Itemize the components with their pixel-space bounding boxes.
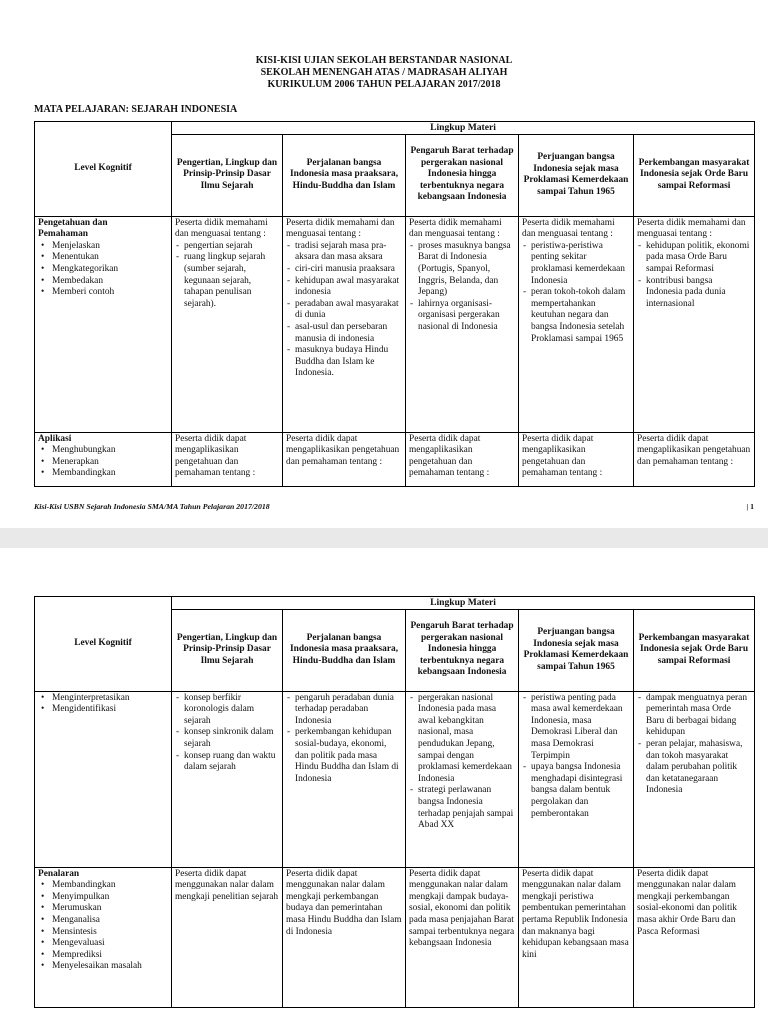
table-row bbox=[35, 691, 755, 867]
list-item: • Memberi contoh bbox=[52, 287, 168, 299]
list-item: - peristiwa penting pada masa awal kemerdekaan Indonesia, masa Demokrasi Liberal dan masa Demokrasi Terpimpin bbox=[531, 693, 630, 763]
dash-list bbox=[175, 693, 279, 774]
content-cell bbox=[634, 216, 755, 432]
subject-title: MATA PELAJARAN: SEJARAH INDONESIA bbox=[34, 104, 238, 115]
dash-list bbox=[637, 693, 751, 797]
cell-intro: Peserta didik memahami dan menguasai tentang : bbox=[522, 217, 615, 240]
list-item: - lahirnya organisasi-organisasi pergerakan nasional di Indonesia bbox=[418, 299, 515, 334]
content-cell: Peserta didik dapat mengaplikasikan pengetahuan dan pemahaman tentang : bbox=[283, 432, 406, 486]
content-cell: Peserta didik dapat mengaplikasikan pengetahuan dan pemahaman tentang : bbox=[634, 432, 755, 486]
dash-list bbox=[409, 241, 515, 334]
table-row bbox=[35, 216, 755, 432]
level-title: Pemahaman bbox=[38, 229, 88, 240]
content-cell: Peserta didik dapat menggunakan nalar dalam mengkaji penelitian sejarah bbox=[172, 867, 283, 1007]
table-row bbox=[35, 867, 755, 1007]
list-item: - strategi perlawanan bangsa Indonesia terhadap penjajah sampai Abad XX bbox=[418, 785, 515, 831]
header-col-4: Perjuangan bangsa Indonesia sejak masa Proklamasi Kemerdekaan sampai Tahun 1965 bbox=[519, 134, 634, 216]
content-cell bbox=[172, 691, 283, 867]
list-item: - peristiwa-peristiwa penting sekitar proklamasi kemerdekaan Indonesia bbox=[531, 241, 630, 287]
list-item: • Mengevaluasi bbox=[52, 938, 168, 950]
page-footer bbox=[34, 502, 754, 511]
list-item: • Menginterpretasikan bbox=[52, 693, 168, 705]
header-line-1: KISI-KISI UJIAN SEKOLAH BERSTANDAR NASIONAL bbox=[255, 55, 513, 66]
list-item: - pergerakan nasional Indonesia pada masa awal kebangkitan nasional, masa pendudukan Jepang, sampai dengan proklamasi kemerdekaan Indonesia bbox=[418, 693, 515, 786]
content-cell: Peserta didik dapat menggunakan nalar dalam mengkaji peristiwa pembentukan pemerintahan pertama Republik Indonesia dan maknanya bagi kehidupan kebangsaan masa kini bbox=[519, 867, 634, 1007]
list-item: - upaya bangsa Indonesia menghadapi disintegrasi bangsa dalam bentuk pergolakan dan pemberontakan bbox=[531, 762, 630, 820]
list-item: - proses masuknya bangsa Barat di Indonesia (Portugis, Spanyol, Inggris, Belanda, dan Jepang) bbox=[418, 241, 515, 299]
level-cell bbox=[35, 216, 172, 432]
list-item: - peran pelajar, mahasiswa, dan tokoh masyarakat dalam perubahan politik dan ketatanegaraan Indonesia bbox=[646, 739, 751, 797]
list-item: • Menerapkan bbox=[52, 457, 168, 469]
header-col-1: Pengertian, Lingkup dan Prinsip-Prinsip Dasar Ilmu Sejarah bbox=[172, 609, 283, 691]
list-item: • Menghubungkan bbox=[52, 445, 168, 457]
list-item: - peradaban awal masyarakat di dunia bbox=[295, 299, 402, 322]
content-cell bbox=[406, 216, 519, 432]
content-cell: Peserta didik dapat mengaplikasikan pengetahuan dan pemahaman tentang : bbox=[172, 432, 283, 486]
content-cell: Peserta didik dapat mengaplikasikan pengetahuan dan pemahaman tentang : bbox=[406, 432, 519, 486]
list-item: • Membandingkan bbox=[52, 880, 168, 892]
content-cell bbox=[283, 216, 406, 432]
level-cell bbox=[35, 867, 172, 1007]
header-line-3: KURIKULUM 2006 TAHUN PELAJARAN 2017/2018 bbox=[267, 79, 501, 90]
level-bullets bbox=[38, 241, 168, 299]
content-cell: Peserta didik dapat menggunakan nalar dalam mengkaji perkembangan budaya dan pemerintahan masa Hindu Buddha dan Islam di Indonesia bbox=[283, 867, 406, 1007]
list-item: - konsep ruang dan waktu dalam sejarah bbox=[184, 751, 279, 774]
list-item: - kehidupan awal masyarakat indonesia bbox=[295, 276, 402, 299]
list-item: - konsep sinkronik dalam sejarah bbox=[184, 727, 279, 750]
level-bullets bbox=[38, 445, 168, 480]
header-col-2: Perjalanan bangsa Indonesia masa praaksara, Hindu-Buddha dan Islam bbox=[283, 609, 406, 691]
header-col-5: Perkembangan masyarakat Indonesia sejak Orde Baru sampai Reformasi bbox=[634, 609, 755, 691]
list-item: - kontribusi bangsa Indonesia pada dunia internasional bbox=[646, 276, 751, 311]
list-item: • Mengidentifikasi bbox=[52, 704, 168, 716]
list-item: • Membandingkan bbox=[52, 468, 168, 480]
list-item: • Memprediksi bbox=[52, 950, 168, 962]
list-item: • Menganalisa bbox=[52, 915, 168, 927]
header-col-3: Pengaruh Barat terhadap pergerakan nasional Indonesia hingga terbentuknya negara kebangsaan Indonesia bbox=[406, 609, 519, 691]
dash-list bbox=[286, 693, 402, 786]
list-item: - pengaruh peradaban dunia terhadap peradaban Indonesia bbox=[295, 693, 402, 728]
content-cell: Peserta didik dapat menggunakan nalar dalam mengkaji dampak budaya-sosial, ekonomi dan politik pada masa penjajahan Barat sampai terbentuknya negara kebangsaan Indonesia bbox=[406, 867, 519, 1007]
header-col-4: Perjuangan bangsa Indonesia sejak masa Proklamasi Kemerdekaan sampai Tahun 1965 bbox=[519, 609, 634, 691]
kisi-kisi-table-page-1 bbox=[34, 121, 755, 487]
footer-text: Kisi-Kisi USBN Sejarah Indonesia SMA/MA Tahun Pelajaran 2017/2018 bbox=[34, 502, 270, 511]
list-item: - masuknya budaya Hindu Buddha dan Islam ke Indonesia. bbox=[295, 345, 402, 380]
content-cell bbox=[283, 691, 406, 867]
content-cell bbox=[172, 216, 283, 432]
header-level-kognitif: Level Kognitif bbox=[35, 597, 172, 692]
header-col-1: Pengertian, Lingkup dan Prinsip-Prinsip Dasar Ilmu Sejarah bbox=[172, 134, 283, 216]
header-col-3: Pengaruh Barat terhadap pergerakan nasional Indonesia hingga terbentuknya negara kebangsaan Indonesia bbox=[406, 134, 519, 216]
dash-list bbox=[286, 241, 402, 380]
list-item: - pengertian sejarah bbox=[184, 241, 279, 253]
content-cell bbox=[519, 216, 634, 432]
list-item: • Mensintesis bbox=[52, 927, 168, 939]
dash-list bbox=[637, 241, 751, 311]
cell-intro: Peserta didik memahami dan menguasai tentang : bbox=[637, 217, 746, 240]
cell-intro: Peserta didik memahami dan menguasai tentang : bbox=[409, 217, 502, 240]
content-cell bbox=[406, 691, 519, 867]
content-cell: Peserta didik dapat menggunakan nalar dalam mengkaji perkembangan sosial-ekonomi dan politik masa akhir Orde Baru dan Pasca Reformasi bbox=[634, 867, 755, 1007]
list-item: • Menyimpulkan bbox=[52, 892, 168, 904]
level-cell bbox=[35, 432, 172, 486]
kisi-kisi-table-page-2 bbox=[34, 596, 755, 1008]
content-cell bbox=[519, 691, 634, 867]
list-item: - kehidupan politik, ekonomi pada masa Orde Baru sampai Reformasi bbox=[646, 241, 751, 276]
list-item: - perkembangan kehidupan sosial-budaya, ekonomi, dan politik pada masa Hindu Buddha dan Islam di Indonesia bbox=[295, 727, 402, 785]
list-item: - ruang lingkup sejarah (sumber sejarah, kegunaan sejarah, tahapan penulisan sejarah). bbox=[184, 252, 279, 310]
header-col-2: Perjalanan bangsa Indonesia masa praaksara, Hindu-Buddha dan Islam bbox=[283, 134, 406, 216]
cell-intro: Peserta didik memahami dan menguasai tentang : bbox=[175, 217, 268, 240]
level-title: Aplikasi bbox=[38, 433, 72, 444]
page-number: | 1 bbox=[746, 502, 754, 511]
content-cell: Peserta didik dapat mengaplikasikan pengetahuan dan pemahaman tentang : bbox=[519, 432, 634, 486]
list-item: - tradisi sejarah masa pra-aksara dan masa aksara bbox=[295, 241, 402, 264]
list-item: • Menentukan bbox=[52, 252, 168, 264]
list-item: • Menjelaskan bbox=[52, 241, 168, 253]
dash-list bbox=[409, 693, 515, 832]
level-title: Pengetahuan dan bbox=[38, 217, 108, 228]
level-title: Penalaran bbox=[38, 868, 80, 879]
level-bullets bbox=[38, 880, 168, 973]
header-lingkup-materi: Lingkup Materi bbox=[172, 597, 755, 610]
document-page-2 bbox=[0, 548, 768, 1024]
list-item: - asal-usul dan persebaran manusia di indonesia bbox=[295, 322, 402, 345]
level-cell bbox=[35, 691, 172, 867]
header-col-5: Perkembangan masyarakat Indonesia sejak Orde Baru sampai Reformasi bbox=[634, 134, 755, 216]
cell-intro: Peserta didik memahami dan menguasai tentang : bbox=[286, 217, 395, 240]
level-bullets bbox=[38, 693, 168, 716]
list-item: - ciri-ciri manusia praaksara bbox=[295, 264, 402, 276]
table-row bbox=[35, 432, 755, 486]
list-item: - peran tokoh-tokoh dalam mempertahankan keutuhan negara dan bangsa Indonesia setelah Proklamasi sampai 1965 bbox=[531, 287, 630, 345]
dash-list bbox=[522, 693, 630, 821]
list-item: - dampak menguatnya peran pemerintah masa Orde Baru di berbagai bidang kehidupan bbox=[646, 693, 751, 739]
header-level-kognitif: Level Kognitif bbox=[35, 122, 172, 217]
list-item: • Mengkategorikan bbox=[52, 264, 168, 276]
dash-list bbox=[175, 241, 279, 311]
dash-list bbox=[522, 241, 630, 345]
content-cell bbox=[634, 691, 755, 867]
list-item: • Membedakan bbox=[52, 276, 168, 288]
header-lingkup-materi: Lingkup Materi bbox=[172, 122, 755, 135]
header-line-2: SEKOLAH MENENGAH ATAS / MADRASAH ALIYAH bbox=[260, 67, 508, 78]
list-item: • Merumuskan bbox=[52, 903, 168, 915]
list-item: • Menyelesaikan masalah bbox=[52, 961, 168, 973]
list-item: - konsep berfikir koronologis dalam sejarah bbox=[184, 693, 279, 728]
